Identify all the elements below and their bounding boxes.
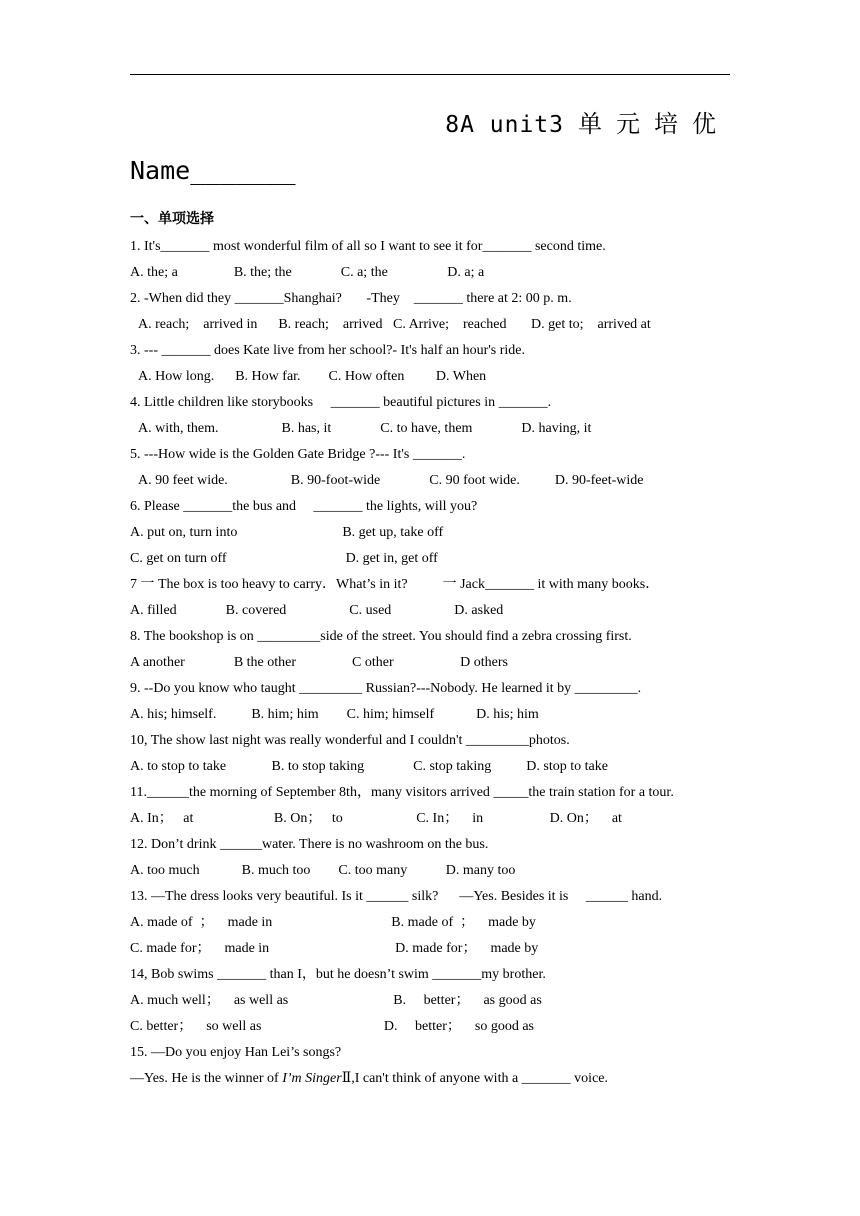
question-line: 5. ---How wide is the Golden Gate Bridge ?--- It's _______. [130, 447, 466, 462]
options-line: A another B the other C other D others [130, 655, 508, 670]
options-line: A. reach; arrived in B. reach; arrived C. Arrive; reached D. get to; arrived at [138, 317, 651, 332]
options-line: A. filled B. covered C. used D. asked [130, 603, 504, 618]
question-line: 8. The bookshop is on _________side of the street. You should find a zebra crossing first. [130, 629, 632, 644]
question-line: 4. Little children like storybooks _______ beautiful pictures in _______. [130, 395, 552, 410]
answer-line [130, 1068, 730, 1094]
question-line: 6. Please _______the bus and _______ the lights, will you? [130, 499, 478, 514]
question-line: 7 一 The box is too heavy to carry．What’s in it? 一 Jack_______ it with many books． [130, 577, 660, 592]
question-line: 13. —The dress looks very beautiful. Is it ______ silk? —Yes. Besides it is ______ hand. [130, 889, 663, 904]
options-line: A. his; himself. B. him; him C. him; himself D. his; him [130, 707, 539, 722]
options-line: A. to stop to take B. to stop taking C. stop taking D. stop to take [130, 759, 608, 774]
options-line: A. with, them. B. has, it C. to have, them D. having, it [138, 421, 592, 436]
options-line: A. 90 feet wide. B. 90-foot-wide C. 90 foot wide. D. 90-feet-wide [138, 473, 644, 488]
question-list [130, 236, 730, 1094]
options-line: C. made for； made in D. made for； made by [130, 941, 539, 956]
options-line: A. much well； as well as B. better； as good as [130, 993, 542, 1008]
question-line: 3. --- _______ does Kate live from her school?- It's half an hour's ride. [130, 343, 525, 358]
options-line: C. better； so well as D. better； so good as [130, 1019, 535, 1034]
question-line: 11.______the morning of September 8th，many visitors arrived _____the train station for a tour. [130, 785, 674, 800]
question-line: 2. -When did they _______Shanghai? -They _______ there at 2: 00 p. m. [130, 291, 572, 306]
title-chinese: 单元培优 [578, 110, 730, 138]
title-english: 8A unit3 [445, 112, 564, 138]
question-line: 1. It's_______ most wonderful film of all so I want to see it for_______ second time. [130, 239, 606, 254]
question-line: 15. —Do you enjoy Han Lei’s songs? [130, 1045, 342, 1060]
header-rule [130, 74, 730, 75]
page-title [445, 104, 730, 139]
answer-text-after: Ⅱ,I can't think of anyone with a _______ voice. [341, 1071, 608, 1086]
question-line: 9. --Do you know who taught _________ Russian?---Nobody. He learned it by _________. [130, 681, 642, 696]
question-line: 14, Bob swims _______ than I，but he doesn’t swim _______my brother. [130, 967, 546, 982]
answer-text-before: —Yes. He is the winner of [130, 1071, 283, 1086]
options-line: A. In； at B. On； to C. In； in D. On； at [130, 811, 622, 826]
question-line: 10, The show last night was really wonderful and I couldn't _________photos. [130, 733, 570, 748]
question-line: 12. Don’t drink ______water. There is no washroom on the bus. [130, 837, 489, 852]
show-title-italic: I’m Singer [282, 1071, 342, 1086]
options-line: C. get on turn off D. get in, get off [130, 551, 438, 566]
section-title: 一、单项选择 [130, 211, 214, 227]
options-line: A. too much B. much too C. too many D. many too [130, 863, 516, 878]
options-line: A. made of ； made in B. made of ； made by [130, 915, 536, 930]
options-line: A. How long. B. How far. C. How often D. When [138, 369, 487, 384]
options-line: A. the; a B. the; the C. a; the D. a; a [130, 265, 485, 280]
name-field-label: Name_______ [130, 156, 296, 185]
options-line: A. put on, turn into B. get up, take off [130, 525, 444, 540]
